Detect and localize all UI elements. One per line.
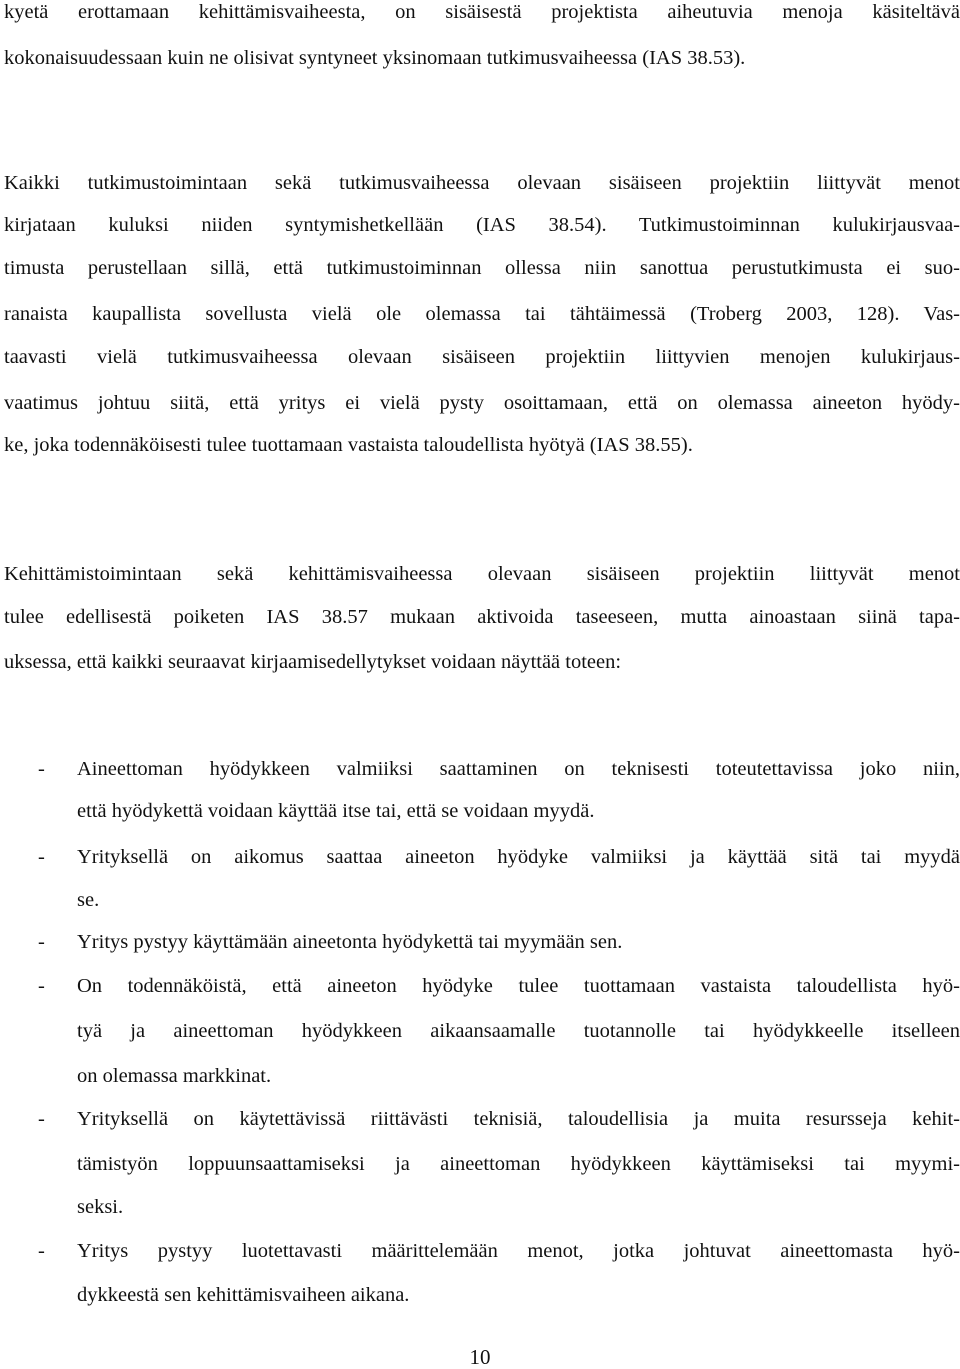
paragraph-line: kyetä erottamaan kehittämisvaiheesta, on sisäisestä projektista aiheutuvia menoja käsiteltävä bbox=[4, 1, 960, 23]
list-item-line: Yritys pystyy luotettavasti määrittelemään menot, jotka johtuvat aineettomasta hyö- bbox=[77, 1240, 960, 1262]
list-item-line: tyä ja aineettoman hyödykkeen aikaansaamalle tuotannolle tai hyödykkeelle itselleen bbox=[77, 1020, 960, 1042]
paragraph-line: kirjataan kuluksi niiden syntymishetkellään (IAS 38.54). Tutkimustoiminnan kulukirjausvaa- bbox=[4, 214, 960, 236]
list-item-line: Yrityksellä on käytettävissä riittävästi teknisiä, taloudellisia ja muita resursseja kehit- bbox=[77, 1108, 960, 1130]
paragraph-line: Kehittämistoimintaan sekä kehittämisvaiheessa olevaan sisäiseen projektiin liittyvät menot bbox=[4, 563, 960, 585]
list-marker: - bbox=[38, 846, 45, 868]
list-item-line: seksi. bbox=[77, 1196, 124, 1218]
list-marker: - bbox=[38, 1108, 45, 1130]
paragraph-line: ke, joka todennäköisesti tulee tuottamaan vastaista taloudellista hyötyä (IAS 38.55). bbox=[4, 434, 693, 456]
list-item-line: että hyödykettä voidaan käyttää itse tai, että se voidaan myydä. bbox=[77, 800, 595, 822]
paragraph-line: ranaista kaupallista sovellusta vielä ole olemassa tai tähtäimessä (Troberg 2003, 128). Vas- bbox=[4, 303, 960, 325]
list-item-line: Yritys pystyy käyttämään aineetonta hyödykettä tai myymään sen. bbox=[77, 931, 623, 953]
list-item-line: dykkeestä sen kehittämisvaiheen aikana. bbox=[77, 1284, 410, 1306]
list-marker: - bbox=[38, 931, 45, 953]
paragraph-line: taavasti vielä tutkimusvaiheessa olevaan sisäiseen projektiin liittyvien menojen kulukirjaus- bbox=[4, 346, 960, 368]
paragraph-line: Kaikki tutkimustoimintaan sekä tutkimusvaiheessa olevaan sisäiseen projektiin liittyvät menot bbox=[4, 172, 960, 194]
list-item-line: On todennäköistä, että aineeton hyödyke tulee tuottamaan vastaista taloudellista hyö- bbox=[77, 975, 960, 997]
list-marker: - bbox=[38, 1240, 45, 1262]
paragraph-line: tulee edellisestä poiketen IAS 38.57 mukaan aktivoida taseeseen, mutta ainoastaan siinä tapa- bbox=[4, 606, 960, 628]
list-marker: - bbox=[38, 758, 45, 780]
list-marker: - bbox=[38, 975, 45, 997]
page-number: 10 bbox=[469, 1345, 491, 1369]
paragraph-line: kokonaisuudessaan kuin ne olisivat syntyneet yksinomaan tutkimusvaiheessa (IAS 38.53). bbox=[4, 47, 746, 69]
list-item-line: Yrityksellä on aikomus saattaa aineeton hyödyke valmiiksi ja käyttää sitä tai myydä bbox=[77, 846, 960, 868]
paragraph-line: uksessa, että kaikki seuraavat kirjaamisedellytykset voidaan näyttää toteen: bbox=[4, 651, 622, 673]
list-item-line: on olemassa markkinat. bbox=[77, 1065, 272, 1087]
paragraph-line: timusta perustellaan sillä, että tutkimustoiminnan ollessa niin sanottua perustutkimusta ei suo- bbox=[4, 257, 960, 279]
list-item-line: se. bbox=[77, 889, 100, 911]
paragraph-line: vaatimus johtuu siitä, että yritys ei vielä pysty osoittamaan, että on olemassa aineeton hyödy- bbox=[4, 392, 960, 414]
list-item-line: Aineettoman hyödykkeen valmiiksi saattaminen on teknisesti toteutettavissa joko niin, bbox=[77, 758, 960, 780]
list-item-line: tämistyön loppuunsaattamiseksi ja aineettoman hyödykkeen käyttämiseksi tai myymi- bbox=[77, 1153, 960, 1175]
